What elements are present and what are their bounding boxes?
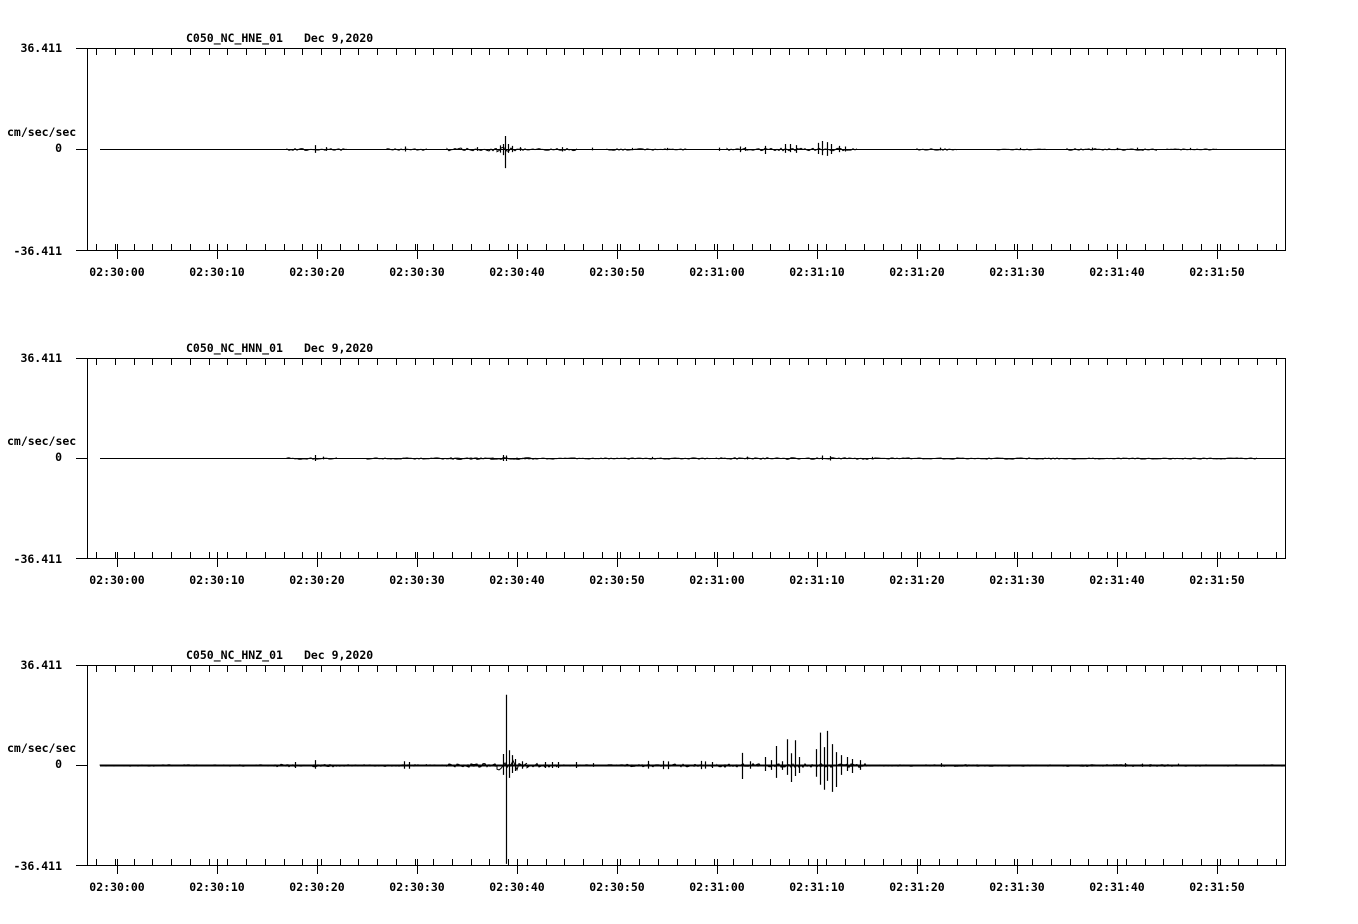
x-tick-label: 02:30:20 bbox=[289, 573, 345, 587]
x-tick-label: 02:31:20 bbox=[889, 573, 945, 587]
panel-title bbox=[186, 31, 373, 45]
spike-trace bbox=[296, 695, 1179, 864]
x-tick-label: 02:30:30 bbox=[389, 880, 445, 894]
x-tick-label: 02:30:50 bbox=[589, 573, 645, 587]
x-tick-label: 02:30:30 bbox=[389, 573, 445, 587]
y-min-label: -36.411 bbox=[13, 859, 62, 873]
trace-date: Dec 9,2020 bbox=[303, 648, 374, 662]
y-zero-label: 0 bbox=[55, 141, 62, 155]
x-tick-label: 02:30:50 bbox=[589, 880, 645, 894]
x-tick-label: 02:30:10 bbox=[189, 880, 245, 894]
x-tick-label: 02:31:30 bbox=[989, 573, 1045, 587]
x-tick-label: 02:30:40 bbox=[489, 265, 545, 279]
x-tick-label: 02:30:20 bbox=[289, 880, 345, 894]
x-tick-label: 02:30:00 bbox=[89, 265, 145, 279]
x-tick-label: 02:31:10 bbox=[789, 265, 845, 279]
x-tick-label: 02:30:10 bbox=[189, 265, 245, 279]
x-tick-label: 02:30:00 bbox=[89, 880, 145, 894]
x-tick-label: 02:30:50 bbox=[589, 265, 645, 279]
panel-title bbox=[186, 341, 373, 355]
x-tick-label: 02:31:00 bbox=[689, 573, 745, 587]
x-tick-label: 02:31:50 bbox=[1189, 880, 1245, 894]
x-tick-label: 02:31:50 bbox=[1189, 265, 1245, 279]
major-ticks bbox=[118, 859, 1218, 874]
x-tick-label: 02:30:20 bbox=[289, 265, 345, 279]
y-max-label: 36.411 bbox=[20, 351, 62, 365]
major-ticks bbox=[118, 552, 1218, 567]
y-zero-label: 0 bbox=[55, 450, 62, 464]
x-tick-label: 02:31:10 bbox=[789, 880, 845, 894]
x-tick-label: 02:31:10 bbox=[789, 573, 845, 587]
x-tick-label: 02:31:40 bbox=[1089, 573, 1145, 587]
x-tick-label: 02:31:20 bbox=[889, 265, 945, 279]
x-tick-label: 02:31:00 bbox=[689, 880, 745, 894]
waveform-plot bbox=[0, 665, 1358, 897]
y-min-label: -36.411 bbox=[13, 552, 62, 566]
x-tick-label: 02:31:00 bbox=[689, 265, 745, 279]
spike-trace bbox=[316, 136, 1191, 168]
y-max-label: 36.411 bbox=[20, 41, 62, 55]
x-tick-label: 02:31:50 bbox=[1189, 573, 1245, 587]
x-tick-label: 02:31:40 bbox=[1089, 880, 1145, 894]
x-tick-label: 02:31:30 bbox=[989, 880, 1045, 894]
x-tick-label: 02:30:30 bbox=[389, 265, 445, 279]
x-tick-label: 02:31:20 bbox=[889, 880, 945, 894]
trace-title: C050_NC_HNZ_01 bbox=[186, 648, 283, 662]
x-tick-label: 02:30:40 bbox=[489, 880, 545, 894]
y-max-label: 36.411 bbox=[20, 658, 62, 672]
y-axis-unit-label: cm/sec/sec bbox=[7, 125, 77, 139]
waveform-plot bbox=[0, 48, 1358, 282]
major-ticks bbox=[118, 244, 1218, 259]
trace-date: Dec 9,2020 bbox=[303, 341, 374, 355]
trace-title: C050_NC_HNN_01 bbox=[186, 341, 283, 355]
x-tick-label: 02:31:40 bbox=[1089, 265, 1145, 279]
x-tick-label: 02:30:40 bbox=[489, 573, 545, 587]
y-zero-label: 0 bbox=[55, 757, 62, 771]
noise-trace bbox=[287, 147, 1217, 151]
panel-title bbox=[186, 648, 373, 662]
y-min-label: -36.411 bbox=[13, 244, 62, 258]
trace-date: Dec 9,2020 bbox=[303, 31, 374, 45]
y-axis-unit-label: cm/sec/sec bbox=[7, 741, 77, 755]
y-axis-unit-label: cm/sec/sec bbox=[7, 434, 77, 448]
x-tick-label: 02:30:00 bbox=[89, 573, 145, 587]
x-tick-label: 02:31:30 bbox=[989, 265, 1045, 279]
trace-title: C050_NC_HNE_01 bbox=[186, 31, 283, 45]
x-tick-label: 02:30:10 bbox=[189, 573, 245, 587]
waveform-plot bbox=[0, 358, 1358, 590]
